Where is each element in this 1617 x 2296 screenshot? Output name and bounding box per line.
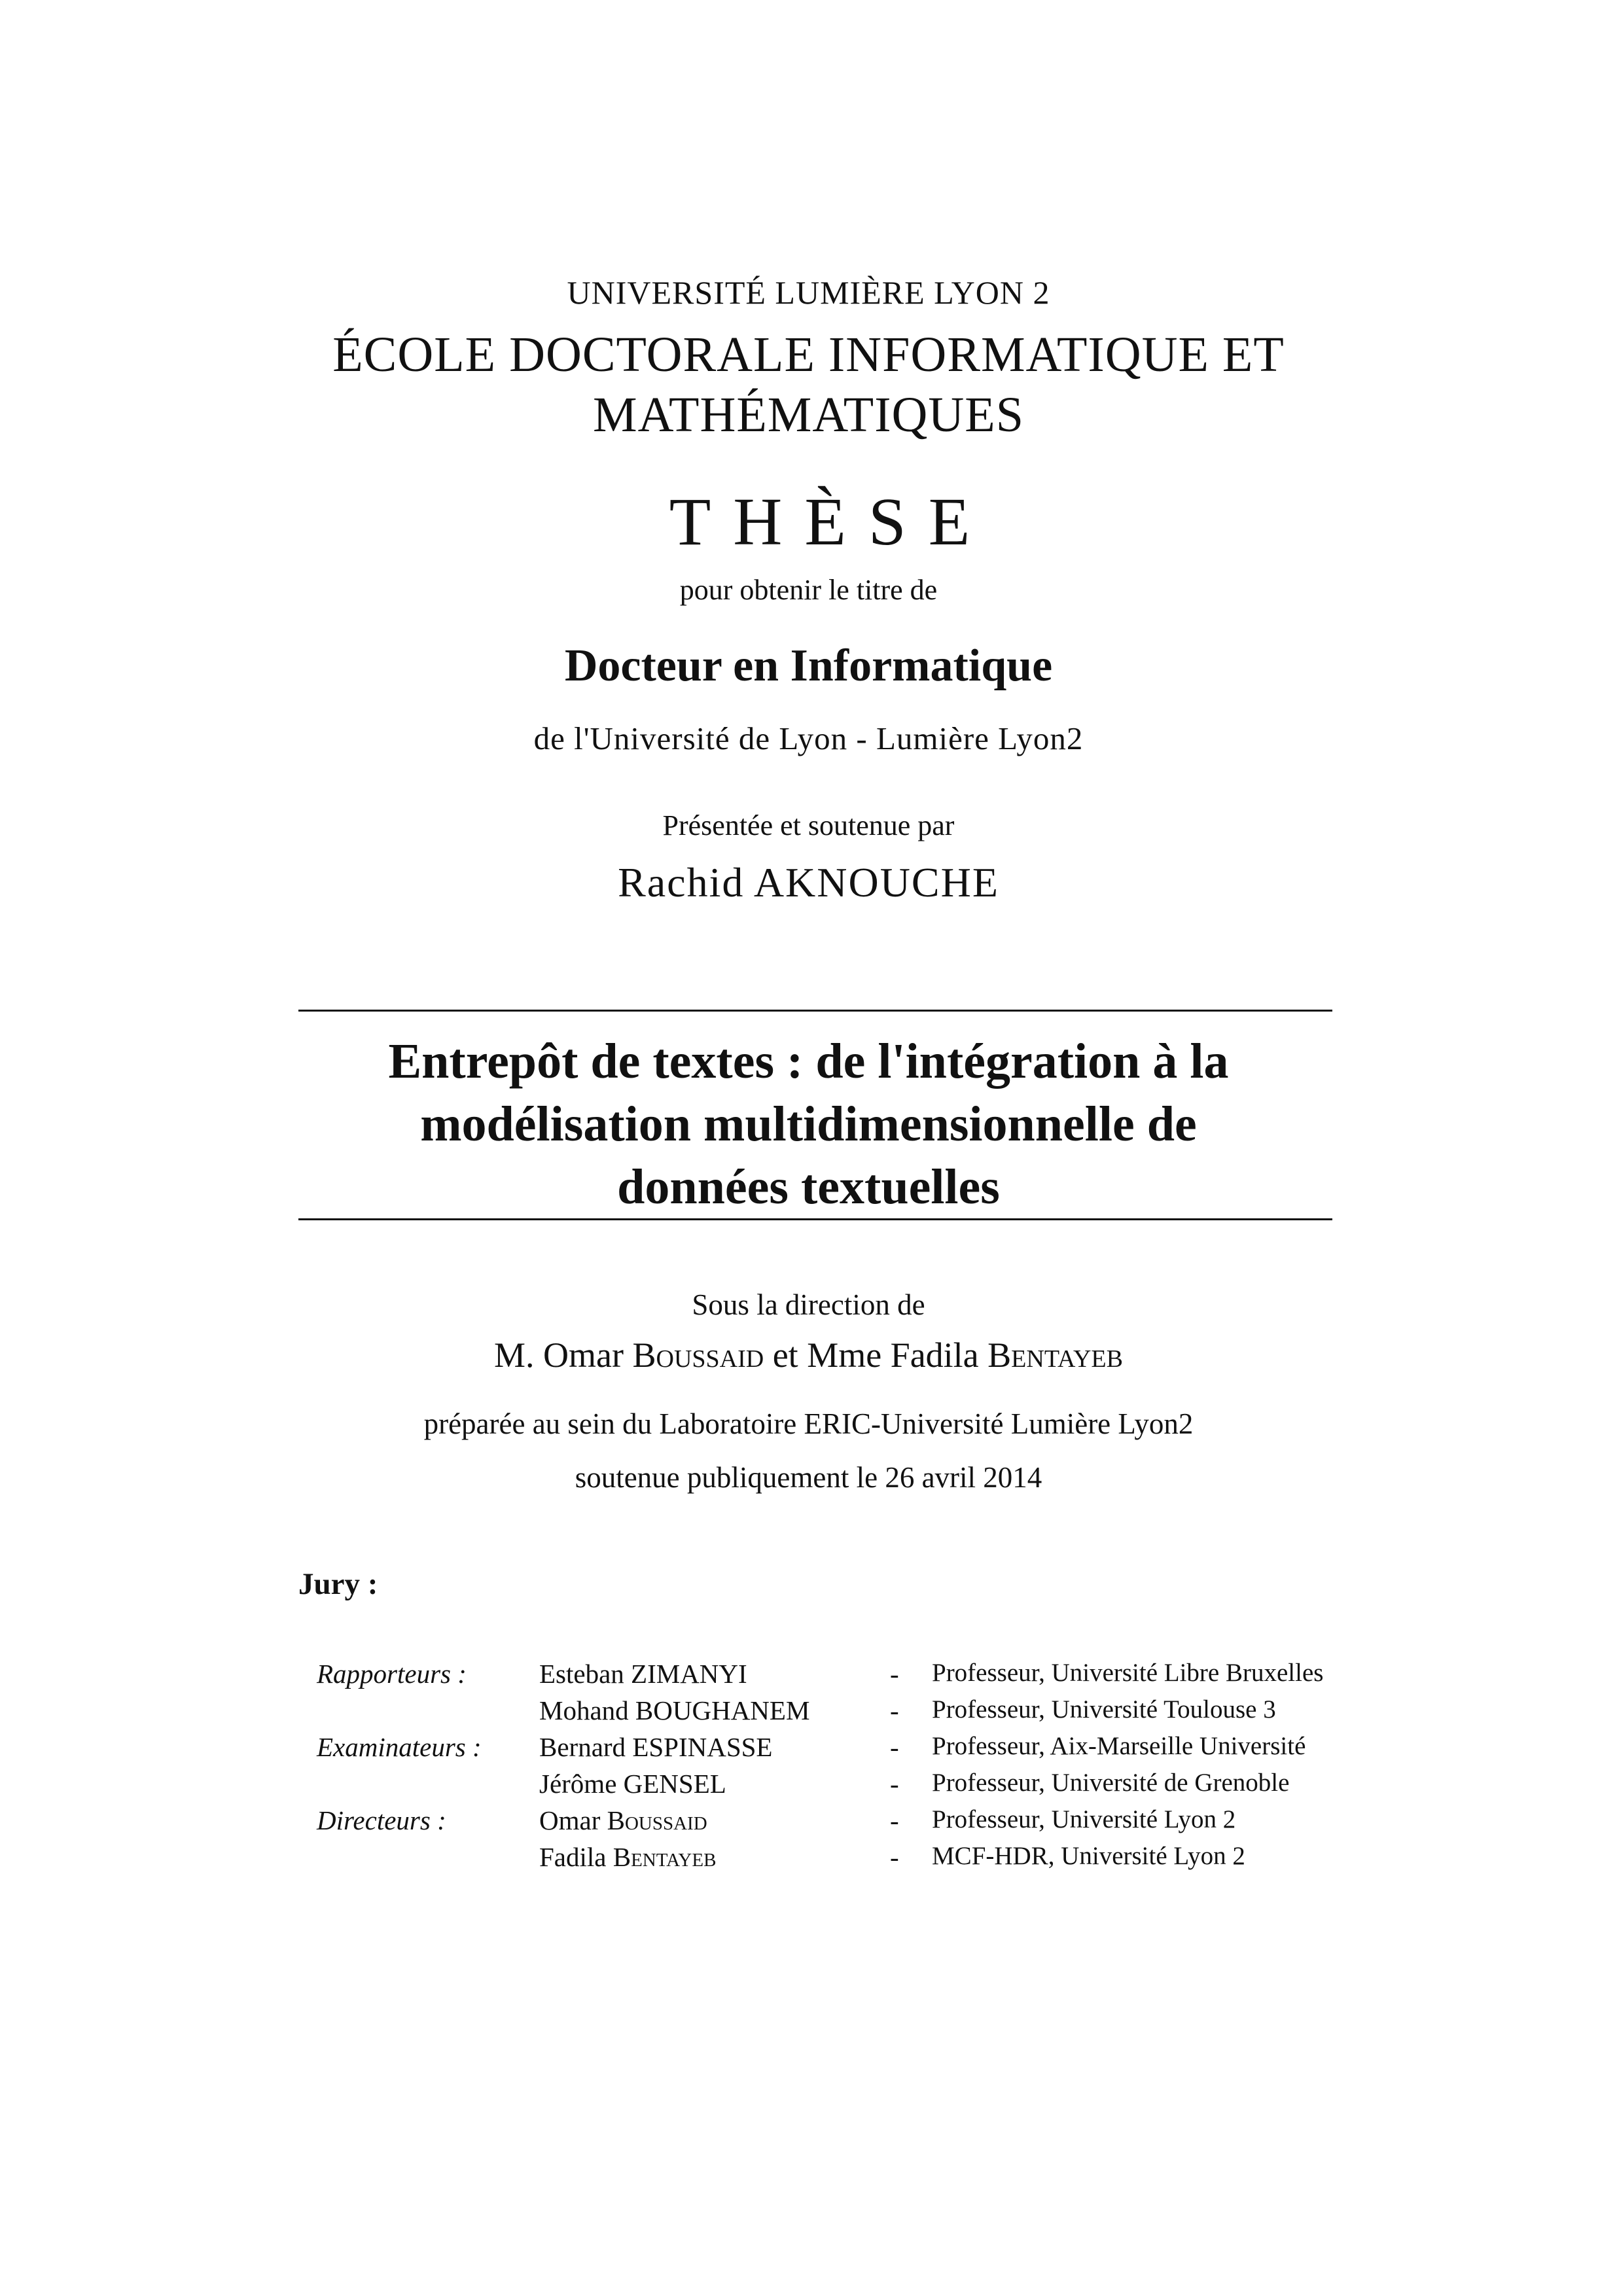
degree-intro: pour obtenir le titre de [679,574,938,606]
jury-role: Directeurs : [317,1805,446,1835]
jury-first-name: Bernard [539,1732,626,1762]
jury-first-name: Mohand [539,1695,629,1725]
jury-row [0,1841,1617,1878]
jury-affiliation: Professeur, Université Toulouse 3 [932,1695,1276,1723]
thesis-title-line-1: Entrepôt de textes : de l'intégration à la [388,1034,1229,1089]
supervisor-1-surname: Boussaid [632,1335,764,1375]
jury-first-name: Esteban [539,1659,624,1689]
jury-first-name: Fadila [539,1842,607,1872]
jury-member-name [539,1658,747,1689]
supervisor-joiner: et Mme Fadila [764,1335,988,1375]
supervisor-1-prefix: M. Omar [494,1335,633,1375]
jury-first-name: Jérôme [539,1769,617,1799]
jury-last-name: ZIMANYI [631,1659,747,1689]
title-rule-top [298,1010,1332,1012]
supervision-label: Sous la direction de [692,1288,925,1321]
awarding-institution: de l'Université de Lyon - Lumière Lyon2 [533,720,1084,756]
jury-separator: - [890,1842,899,1872]
supervisors [0,1335,1617,1375]
thesis-title [0,1030,1617,1218]
doctoral-school-line-1: ÉCOLE DOCTORALE INFORMATIQUE ET [332,327,1285,382]
title-rule-bottom [298,1218,1332,1220]
university-name: UNIVERSITÉ LUMIÈRE LYON 2 [567,274,1050,311]
author-name: Rachid AKNOUCHE [618,859,999,906]
jury-separator: - [890,1732,899,1762]
jury-separator: - [890,1659,899,1689]
jury-last-name: Bentayeb [613,1842,717,1872]
jury-last-name: ESPINASSE [632,1732,773,1762]
jury-separator: - [890,1805,899,1835]
jury-title: Jury : [298,1567,378,1601]
jury-affiliation: Professeur, Université Libre Bruxelles [932,1659,1324,1687]
jury-member-name [539,1695,809,1726]
thesis-heading: THÈSE [669,484,993,559]
jury-role: Rapporteurs : [317,1659,467,1689]
jury-member-name [539,1731,772,1763]
laboratory: préparée au sein du Laboratoire ERIC-Université Lumière Lyon2 [423,1407,1194,1440]
jury-member-name [539,1841,716,1873]
jury-row [0,1731,1617,1768]
supervisor-2-surname: Bentayeb [987,1335,1123,1375]
jury-affiliation: Professeur, Aix-Marseille Université [932,1732,1306,1760]
jury-affiliation: Professeur, Université de Grenoble [932,1769,1290,1797]
thesis-title-line-3: données textuelles [617,1159,1000,1214]
jury-last-name: BOUGHANEM [635,1695,810,1725]
jury-last-name: Boussaid [607,1805,707,1835]
presented-by-label: Présentée et soutenue par [662,809,955,841]
jury-last-name: GENSEL [623,1769,726,1799]
jury-member-name [539,1805,707,1836]
jury-affiliation: MCF-HDR, Université Lyon 2 [932,1842,1245,1870]
jury-row [0,1768,1617,1805]
thesis-title-line-2: modélisation multidimensionnelle de [420,1097,1197,1152]
defense-date: soutenue publiquement le 26 avril 2014 [575,1461,1042,1494]
jury-row [0,1658,1617,1695]
jury-row [0,1805,1617,1841]
degree-title: Docteur en Informatique [564,641,1053,691]
doctoral-school [0,325,1617,445]
jury-affiliation: Professeur, Université Lyon 2 [932,1805,1236,1833]
jury-role: Examinateurs : [317,1732,482,1762]
jury-separator: - [890,1695,899,1725]
jury-first-name: Omar [539,1805,601,1835]
doctoral-school-line-2: MATHÉMATIQUES [593,387,1024,442]
jury-member-name [539,1768,726,1799]
jury-row [0,1695,1617,1731]
jury-separator: - [890,1769,899,1799]
